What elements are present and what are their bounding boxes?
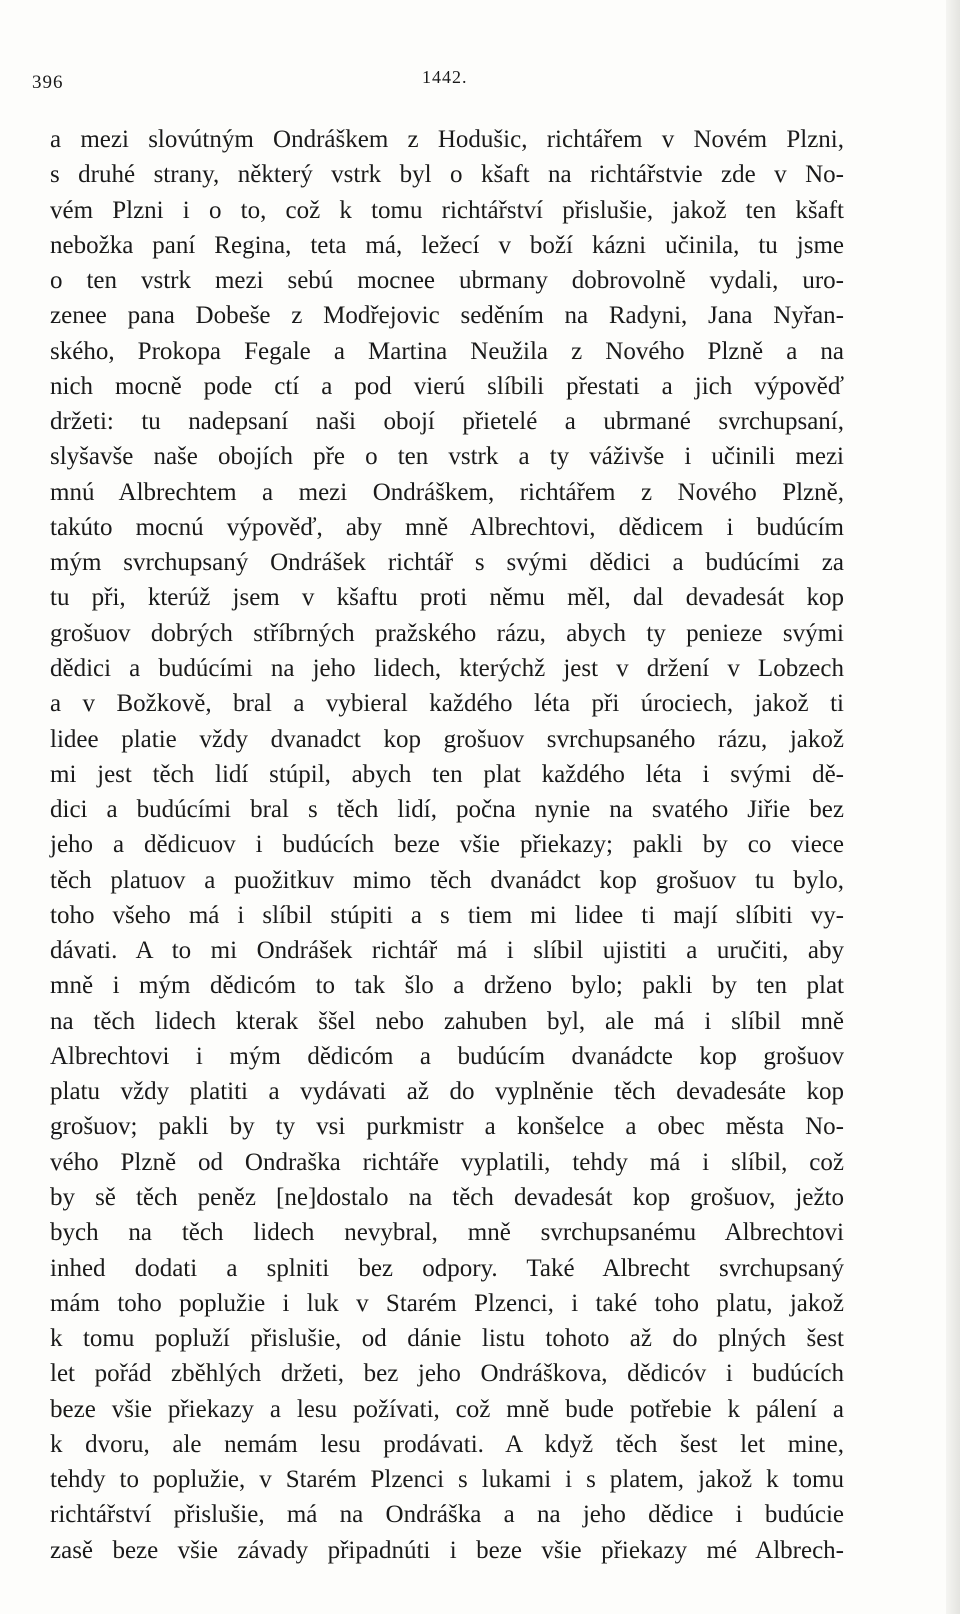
text-line: mnú Albrechtem a mezi Ondráškem, richtářem z Nového Plzně, xyxy=(50,478,844,506)
text-line: k tomu popluží přislušie, od dánie listu tohoto až do plných šest xyxy=(50,1325,844,1353)
text-line: richtářství přislušie, má na Ondráška a na jeho dědice i budúcie xyxy=(50,1501,844,1529)
page-edge-shadow xyxy=(946,0,960,1614)
text-line: a v Božkově, bral a vybieral každého léta při úrociech, jakož ti xyxy=(50,690,844,718)
text-line: o ten vstrk mezi sebú mocnee ubrmany dobrovolně vydali, uro- xyxy=(50,267,844,295)
text-line: let pořád zběhlých držeti, bez jeho Ondráškova, dědicóv i budúcích xyxy=(50,1360,844,1388)
text-line: ského, Prokopa Fegale a Martina Neužila z Nového Plzně a na xyxy=(50,337,844,365)
text-line: s druhé strany, některý vstrk byl o kšaft na richtářstvie zde v No- xyxy=(50,161,844,189)
text-line: těch platuov a puožitkuv mimo těch dvanádct kop grošuov tu bylo, xyxy=(50,866,844,894)
text-line: držeti: tu nadepsaní naši obojí přietelé a ubrmané svrchupsaní, xyxy=(50,408,844,436)
text-line: k dvoru, ale nemám lesu prodávati. A když těch šest let mine, xyxy=(50,1430,844,1458)
text-line: tehdy to poplužie, v Starém Plzenci s lukami i s platem, jakož k tomu xyxy=(50,1466,844,1494)
text-line: by sě těch peněz [ne]dostalo na těch devadesát kop grošuov, ježto xyxy=(50,1183,844,1211)
text-line: mi jest těch lidí stúpil, abych ten plat každého léta i svými dě- xyxy=(50,760,844,788)
text-line: platu vždy platiti a vydávati až do vyplněnie těch devadesáte kop xyxy=(50,1078,844,1106)
text-line: slyšavše naše obojích pře o ten vstrk a ty váživše i učinili mezi xyxy=(50,443,844,471)
text-line: dědici a budúcími na jeho lidech, kterýchž jest v držení v Lobzech xyxy=(50,654,844,682)
text-line: nich mocně pode ctí a pod vierú slíbili přestati a jich výpověď xyxy=(50,372,844,400)
text-line: toho všeho má i slíbil stúpiti a s tiem mi lidee ti mají slíbiti vy- xyxy=(50,901,844,929)
text-line: nebožka paní Regina, teta má, ležecí v boží kázni učinila, tu jsme xyxy=(50,231,844,259)
text-line: mým svrchupsaný Ondrášek richtář s svými dědici a budúcími za xyxy=(50,549,844,577)
text-line: zasě beze všie závady připadnúti i beze všie přiekazy mé Albrech- xyxy=(50,1536,844,1564)
text-line: mám toho poplužie i luk v Starém Plzenci, i také toho platu, jakož xyxy=(50,1289,844,1317)
text-line: grošuov dobrých stříbrných pražského rázu, abych ty penieze svými xyxy=(50,619,844,647)
text-line: zenee pana Dobeše z Modřejovic seděním na Radyni, Jana Nyřan- xyxy=(50,302,844,330)
text-line: grošuov; pakli by ty vsi purkmistr a konšelce a obec města No- xyxy=(50,1113,844,1141)
text-line: na těch lidech kterak ššel nebo zahuben byl, ale má i slíbil mně xyxy=(50,1007,844,1035)
text-line: a mezi slovútným Ondráškem z Hodušic, richtářem v Novém Plzni, xyxy=(50,126,844,153)
text-line: takúto mocnú výpověď, aby mně Albrechtovi, dědicem i budúcím xyxy=(50,513,844,541)
text-line: Albrechtovi i mým dědicóm a budúcím dvanádcte kop grošuov xyxy=(50,1042,844,1070)
text-line: jeho a dědicuov i budúcích beze všie přiekazy; pakli by co viece xyxy=(50,831,844,859)
text-line: dici a budúcími bral s těch lidí, počna nynie na svatého Jiřie bez xyxy=(50,796,844,824)
text-line: mně i mým dědicóm to tak šlo a drženo bylo; pakli by ten plat xyxy=(50,972,844,1000)
text-line: vého Plzně od Ondraška richtáře vyplatili, tehdy má i slíbil, což xyxy=(50,1148,844,1176)
text-line: vém Plzni i o to, což k tomu richtářství přislušie, jakož ten kšaft xyxy=(50,196,844,224)
text-line: inhed dodati a splniti bez odpory. Také Albrecht svrchupsaný xyxy=(50,1254,844,1282)
running-head-year: 1442. xyxy=(422,67,468,87)
text-line: dávati. A to mi Ondrášek richtář má i slíbil ujistiti a uručiti, aby xyxy=(50,937,844,965)
page-number: 396 xyxy=(32,72,64,93)
text-line: tu při, kterúž jsem v kšaftu proti němu měl, dal devadesát kop xyxy=(50,584,844,612)
body-text xyxy=(50,122,844,1568)
text-line: beze všie přiekazy a lesu požívati, což mně bude potřebie k pálení a xyxy=(50,1395,844,1423)
text-line: bych na těch lidech nevybral, mně svrchupsanému Albrechtovi xyxy=(50,1219,844,1247)
text-line: lidee platie vždy dvanadct kop grošuov svrchupsaného rázu, jakož xyxy=(50,725,844,753)
